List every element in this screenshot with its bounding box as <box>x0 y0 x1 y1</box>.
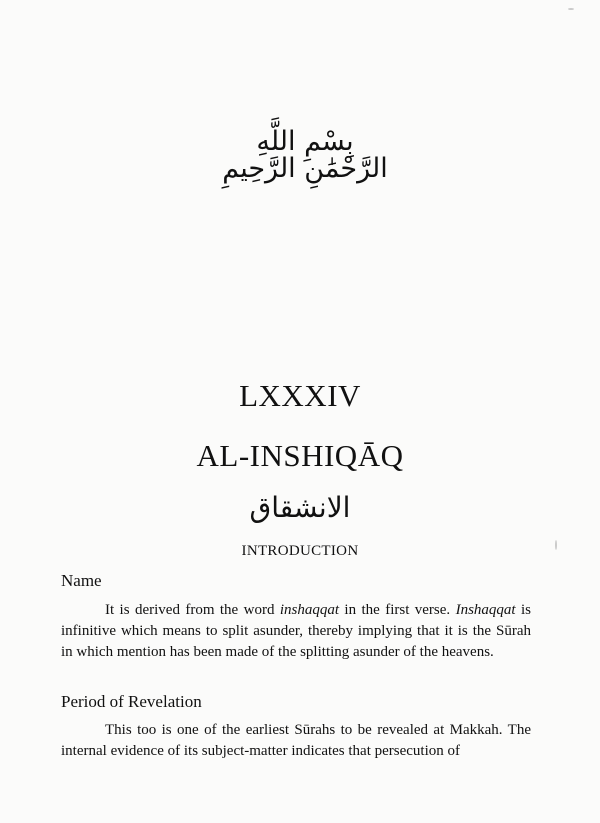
period-section-paragraph: This too is one of the earliest Sūrahs to be revealed at Makkah. The internal evidence of its subject-matter indicates that persecution of <box>61 722 531 759</box>
bismillah-calligraphy: بِسْمِ اللَّهِ الرَّحْمَٰنِ الرَّحِيمِ <box>222 126 388 184</box>
surah-number: LXXXIV <box>239 378 361 413</box>
surah-title: AL-INSHIQĀQ <box>196 438 404 473</box>
name-section-paragraph: It is derived from the word inshaqqat in the first verse. Inshaqqat is infinitive which means to split asunder, thereby implying that it is the Sūrah in which mention has been made of the splitting asunder of the heavens. <box>61 602 531 660</box>
dust-speck <box>568 8 574 10</box>
term-inshaqqat: inshaqqat <box>279 602 340 618</box>
bleed-through-text <box>70 40 530 130</box>
surah-arabic-title: الانشقاق <box>249 491 351 524</box>
term-inshaqqat-2: Inshaqqat <box>455 602 516 618</box>
period-section-heading: Period of Revelation <box>61 692 202 711</box>
introduction-heading: INTRODUCTION <box>241 543 359 559</box>
name-section-heading: Name <box>61 571 102 590</box>
